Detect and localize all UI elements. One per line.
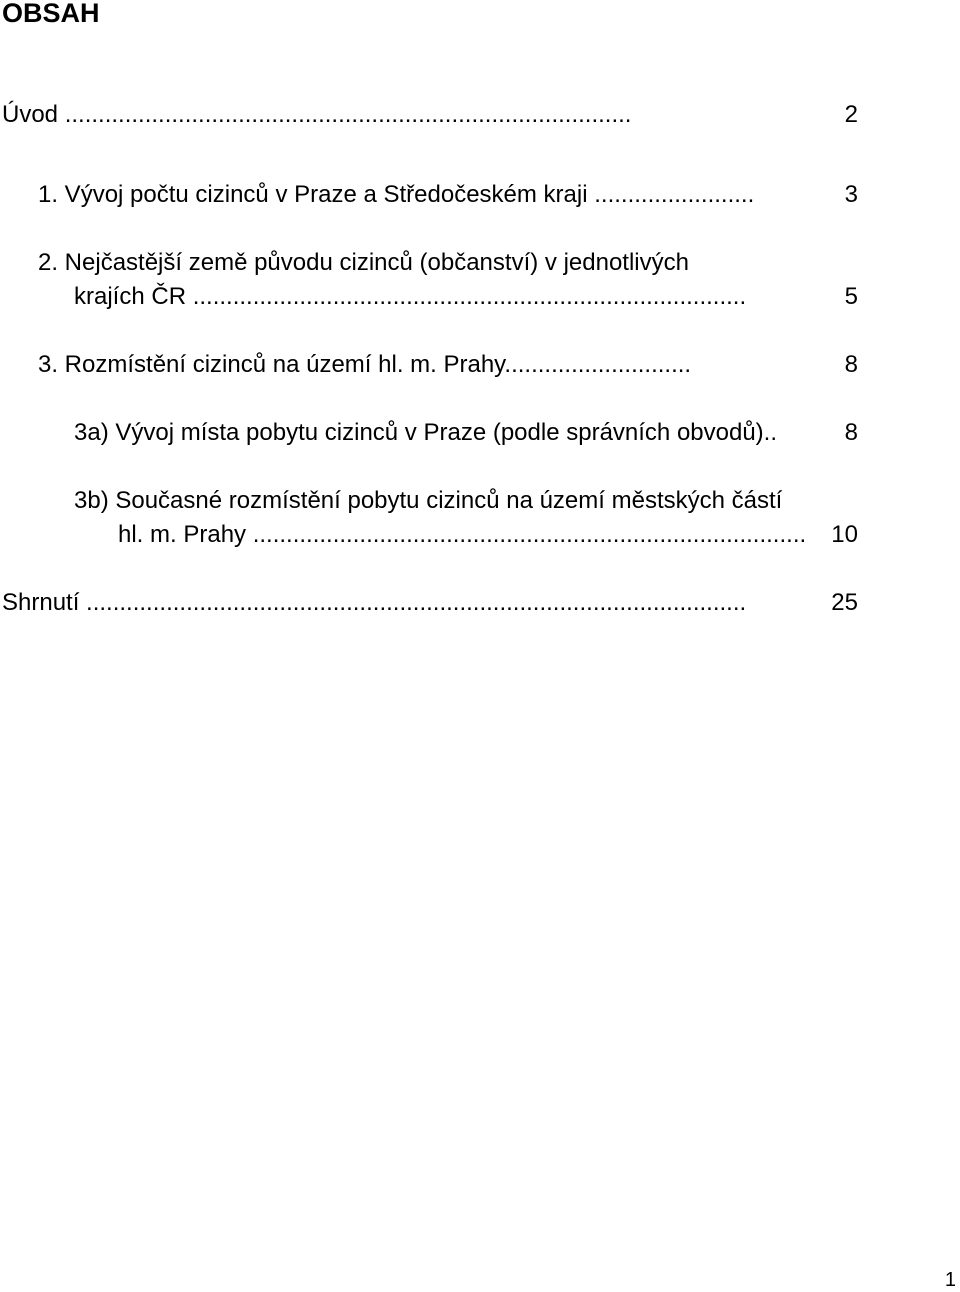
toc-entry-title: Úvod ..................................................................................... <box>2 101 632 128</box>
toc-entry-2[interactable] <box>38 246 798 280</box>
toc-entry-3b-continued[interactable] <box>118 518 806 552</box>
toc-heading: OBSAH <box>2 0 100 28</box>
toc-entry-page-number: 3 <box>844 181 858 208</box>
toc-entry-title: 3. Rozmístění cizinců na území hl. m. Prahy............................ <box>38 351 692 378</box>
toc-entry-title-continued: krajích ČR ................................................................................... <box>74 283 747 310</box>
toc-entry-1[interactable] <box>38 178 798 212</box>
toc-entry-uvod[interactable] <box>2 98 807 132</box>
toc-entry-3a[interactable] <box>74 416 842 450</box>
toc-entry-page-number: 8 <box>844 419 858 446</box>
toc-entry-3[interactable] <box>38 348 798 382</box>
toc-entry-title: 1. Vývoj počtu cizinců v Praze a Středočeském kraji ........................ <box>38 181 755 208</box>
toc-entry-2-continued[interactable] <box>74 280 807 314</box>
toc-entry-page-number: 5 <box>844 283 858 310</box>
toc-entry-title: Shrnutí ................................................................................................... <box>2 589 747 616</box>
toc-entry-page-number: 2 <box>844 101 858 128</box>
toc-entry-page-number: 8 <box>844 351 858 378</box>
page-number: 1 <box>944 1269 956 1291</box>
toc-entry-shrnuti[interactable] <box>2 586 807 620</box>
toc-entry-title: 2. Nejčastější země původu cizinců (občanství) v jednotlivých <box>38 249 689 276</box>
toc-entry-title: 3a) Vývoj místa pobytu cizinců v Praze (podle správních obvodů).. <box>74 419 778 446</box>
toc-entry-title-continued: hl. m. Prahy ................................................................................... <box>118 521 806 548</box>
toc-entry-3b[interactable] <box>74 484 834 518</box>
toc-entry-page-number: 25 <box>831 589 858 616</box>
toc-entry-page-number: 10 <box>831 521 858 548</box>
toc-entry-title: 3b) Současné rozmístění pobytu cizinců na území městských částí <box>74 487 783 514</box>
